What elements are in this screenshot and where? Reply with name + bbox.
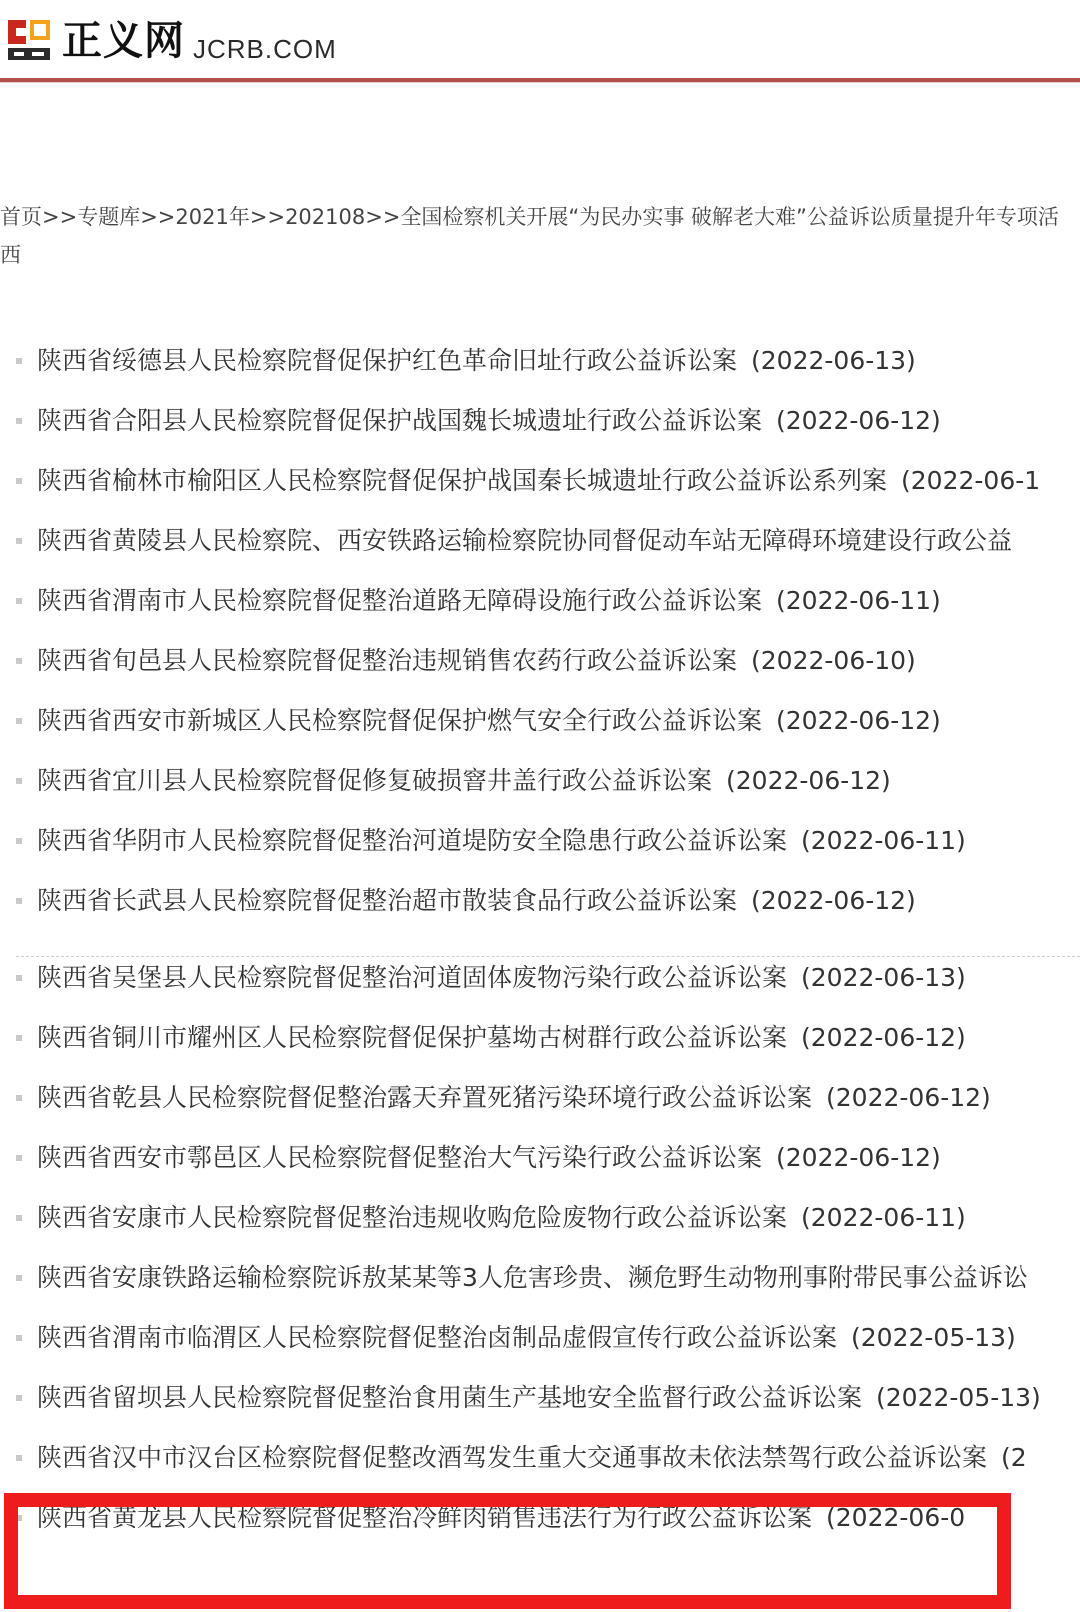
bullet-icon (16, 478, 22, 484)
case-title: 陕西省榆林市榆阳区人民检察院督促保护战国秦长城遗址行政公益诉讼系列案 (37, 466, 888, 495)
case-date: (2022-06-12) (801, 1023, 966, 1052)
bullet-icon (16, 975, 22, 981)
case-title: 陕西省安康市人民检察院督促整治违规收购危险废物行政公益诉讼案 (37, 1203, 788, 1232)
case-date: (2022-06-12) (826, 1083, 991, 1112)
breadcrumb-home[interactable]: 首页 (0, 205, 42, 229)
case-title: 陕西省黄龙县人民检察院督促整治冷鲜肉销售违法行为行政公益诉讼案 (37, 1503, 813, 1532)
case-title-link[interactable] (37, 1018, 966, 1058)
bullet-icon (16, 658, 22, 664)
list-item (0, 451, 1080, 511)
case-title-link[interactable] (37, 1078, 991, 1118)
case-title-link[interactable] (37, 1498, 965, 1538)
case-date: (2022-06-12) (726, 766, 891, 795)
case-title-link[interactable] (37, 958, 966, 998)
bullet-icon (16, 1035, 22, 1041)
site-logo[interactable] (4, 10, 337, 66)
list-item (0, 511, 1080, 571)
breadcrumb-topic[interactable]: 全国检察机关开展“为民办实事 破解老大难”公益诉讼质量提升年专项活 (400, 205, 1059, 229)
breadcrumb-line (0, 236, 1080, 274)
case-date: (2022-06-0 (826, 1503, 966, 1532)
list-item (0, 1428, 1080, 1488)
case-title: 陕西省铜川市耀州区人民检察院督促保护墓坳古树群行政公益诉讼案 (37, 1023, 788, 1052)
case-title: 陕西省宜川县人民检察院督促修复破损窨井盖行政公益诉讼案 (37, 766, 713, 795)
case-date: (2022-06-13) (751, 346, 916, 375)
list-item (0, 391, 1080, 451)
list-item (0, 1368, 1080, 1428)
case-title: 陕西省安康铁路运输检察院诉敖某某等3人危害珍贵、濒危野生动物刑事附带民事公益诉讼 (37, 1263, 1028, 1292)
breadcrumb-line (0, 198, 1080, 236)
list-item (0, 691, 1080, 751)
case-title-link[interactable] (37, 461, 1040, 501)
bullet-icon (16, 1155, 22, 1161)
case-title-link[interactable] (37, 1438, 1027, 1478)
bullet-icon (16, 718, 22, 724)
bullet-icon (16, 1275, 22, 1281)
bullet-icon (16, 1095, 22, 1101)
case-date: (2022-06-1 (901, 466, 1041, 495)
bullet-icon (16, 1395, 22, 1401)
case-title-link[interactable] (37, 701, 941, 741)
bullet-icon (16, 1515, 22, 1521)
case-title-link[interactable] (37, 1138, 941, 1178)
logo-chinese-name: 正义网 (62, 17, 185, 64)
case-date: (2022-06-11) (801, 1203, 966, 1232)
list-item (0, 631, 1080, 691)
case-title: 陕西省黄陵县人民检察院、西安铁路运输检察院协同督促动车站无障碍环境建设行政公益 (37, 526, 1013, 555)
case-title: 陕西省绥德县人民检察院督促保护红色革命旧址行政公益诉讼案 (37, 346, 738, 375)
case-title-link[interactable] (37, 881, 916, 921)
case-title-link[interactable] (37, 1258, 1028, 1298)
case-date: (2022-06-10) (751, 646, 916, 675)
case-title: 陕西省渭南市人民检察院督促整治道路无障碍设施行政公益诉讼案 (37, 586, 763, 615)
list-item (0, 1008, 1080, 1068)
bullet-icon (16, 898, 22, 904)
bullet-icon (16, 838, 22, 844)
case-title-link[interactable] (37, 1198, 966, 1238)
list-item (0, 948, 1080, 1008)
case-date: (2022-06-12) (776, 706, 941, 735)
case-title: 陕西省华阴市人民检察院督促整治河道堤防安全隐患行政公益诉讼案 (37, 826, 788, 855)
case-title: 陕西省吴堡县人民检察院督促整治河道固体废物污染行政公益诉讼案 (37, 963, 788, 992)
breadcrumb-year[interactable]: 2021年 (175, 205, 250, 229)
case-title: 陕西省长武县人民检察院督促整治超市散装食品行政公益诉讼案 (37, 886, 738, 915)
case-title-link[interactable] (37, 821, 966, 861)
case-list-group-2 (0, 948, 1080, 1548)
site-header (0, 0, 1080, 78)
case-title: 陕西省合阳县人民检察院督促保护战国魏长城遗址行政公益诉讼案 (37, 406, 763, 435)
list-item (0, 1068, 1080, 1128)
bullet-icon (16, 538, 22, 544)
list-item (0, 571, 1080, 631)
breadcrumb-separator: >> (42, 205, 78, 229)
case-date: (2022-06-12) (751, 886, 916, 915)
bullet-icon (16, 1215, 22, 1221)
case-title-link[interactable] (37, 641, 916, 681)
bullet-icon (16, 358, 22, 364)
case-title-link[interactable] (37, 761, 891, 801)
list-item (0, 1128, 1080, 1188)
jcrb-emblem-icon (4, 14, 56, 66)
bullet-icon (16, 778, 22, 784)
logo-domain: JCRB.COM (193, 34, 337, 64)
header-divider-shadow (0, 82, 1080, 83)
breadcrumb-month[interactable]: 202108 (285, 205, 366, 229)
case-title-link[interactable] (37, 521, 1012, 561)
case-title: 陕西省汉中市汉台区检察院督促整改酒驾发生重大交通事故未依法禁驾行政公益诉讼案 (37, 1443, 988, 1472)
case-date: (2022-06-13) (801, 963, 966, 992)
case-title: 陕西省渭南市临渭区人民检察院督促整治卤制品虚假宣传行政公益诉讼案 (37, 1323, 838, 1352)
bullet-icon (16, 418, 22, 424)
case-date: (2022-06-11) (801, 826, 966, 855)
breadcrumb-separator: >> (365, 205, 401, 229)
breadcrumb (0, 198, 1080, 274)
list-item (0, 331, 1080, 391)
case-date: (2022-06-12) (776, 1143, 941, 1172)
case-title: 陕西省旬邑县人民检察院督促整治违规销售农药行政公益诉讼案 (37, 646, 738, 675)
list-item (0, 1308, 1080, 1368)
breadcrumb-separator: >> (140, 205, 176, 229)
breadcrumb-topic-continued[interactable]: 西 (0, 243, 21, 267)
list-item (0, 1188, 1080, 1248)
case-title: 陕西省留坝县人民检察院督促整治食用菌生产基地安全监督行政公益诉讼案 (37, 1383, 863, 1412)
list-item (0, 811, 1080, 871)
case-title: 陕西省西安市新城区人民检察院督促保护燃气安全行政公益诉讼案 (37, 706, 763, 735)
case-date: (2 (1001, 1443, 1027, 1472)
case-date: (2022-06-12) (776, 406, 941, 435)
case-title-link[interactable] (37, 1318, 1016, 1358)
case-title: 陕西省西安市鄠邑区人民检察院督促整治大气污染行政公益诉讼案 (37, 1143, 763, 1172)
case-title: 陕西省乾县人民检察院督促整治露天弃置死猪污染环境行政公益诉讼案 (37, 1083, 813, 1112)
list-item (0, 1488, 1080, 1548)
case-title-link[interactable] (37, 341, 916, 381)
breadcrumb-library[interactable]: 专题库 (77, 205, 141, 229)
list-item (0, 1248, 1080, 1308)
bullet-icon (16, 1455, 22, 1461)
list-item (0, 751, 1080, 811)
list-item (0, 871, 1080, 931)
bullet-icon (16, 1335, 22, 1341)
case-list-group-1 (0, 331, 1080, 931)
case-date: (2022-06-11) (776, 586, 941, 615)
case-date: (2022-05-13) (851, 1323, 1016, 1352)
bullet-icon (16, 598, 22, 604)
case-title-link[interactable] (37, 401, 941, 441)
case-title-link[interactable] (37, 1378, 1041, 1418)
case-title-link[interactable] (37, 581, 941, 621)
breadcrumb-separator: >> (249, 205, 286, 229)
case-date: (2022-05-13) (876, 1383, 1041, 1412)
